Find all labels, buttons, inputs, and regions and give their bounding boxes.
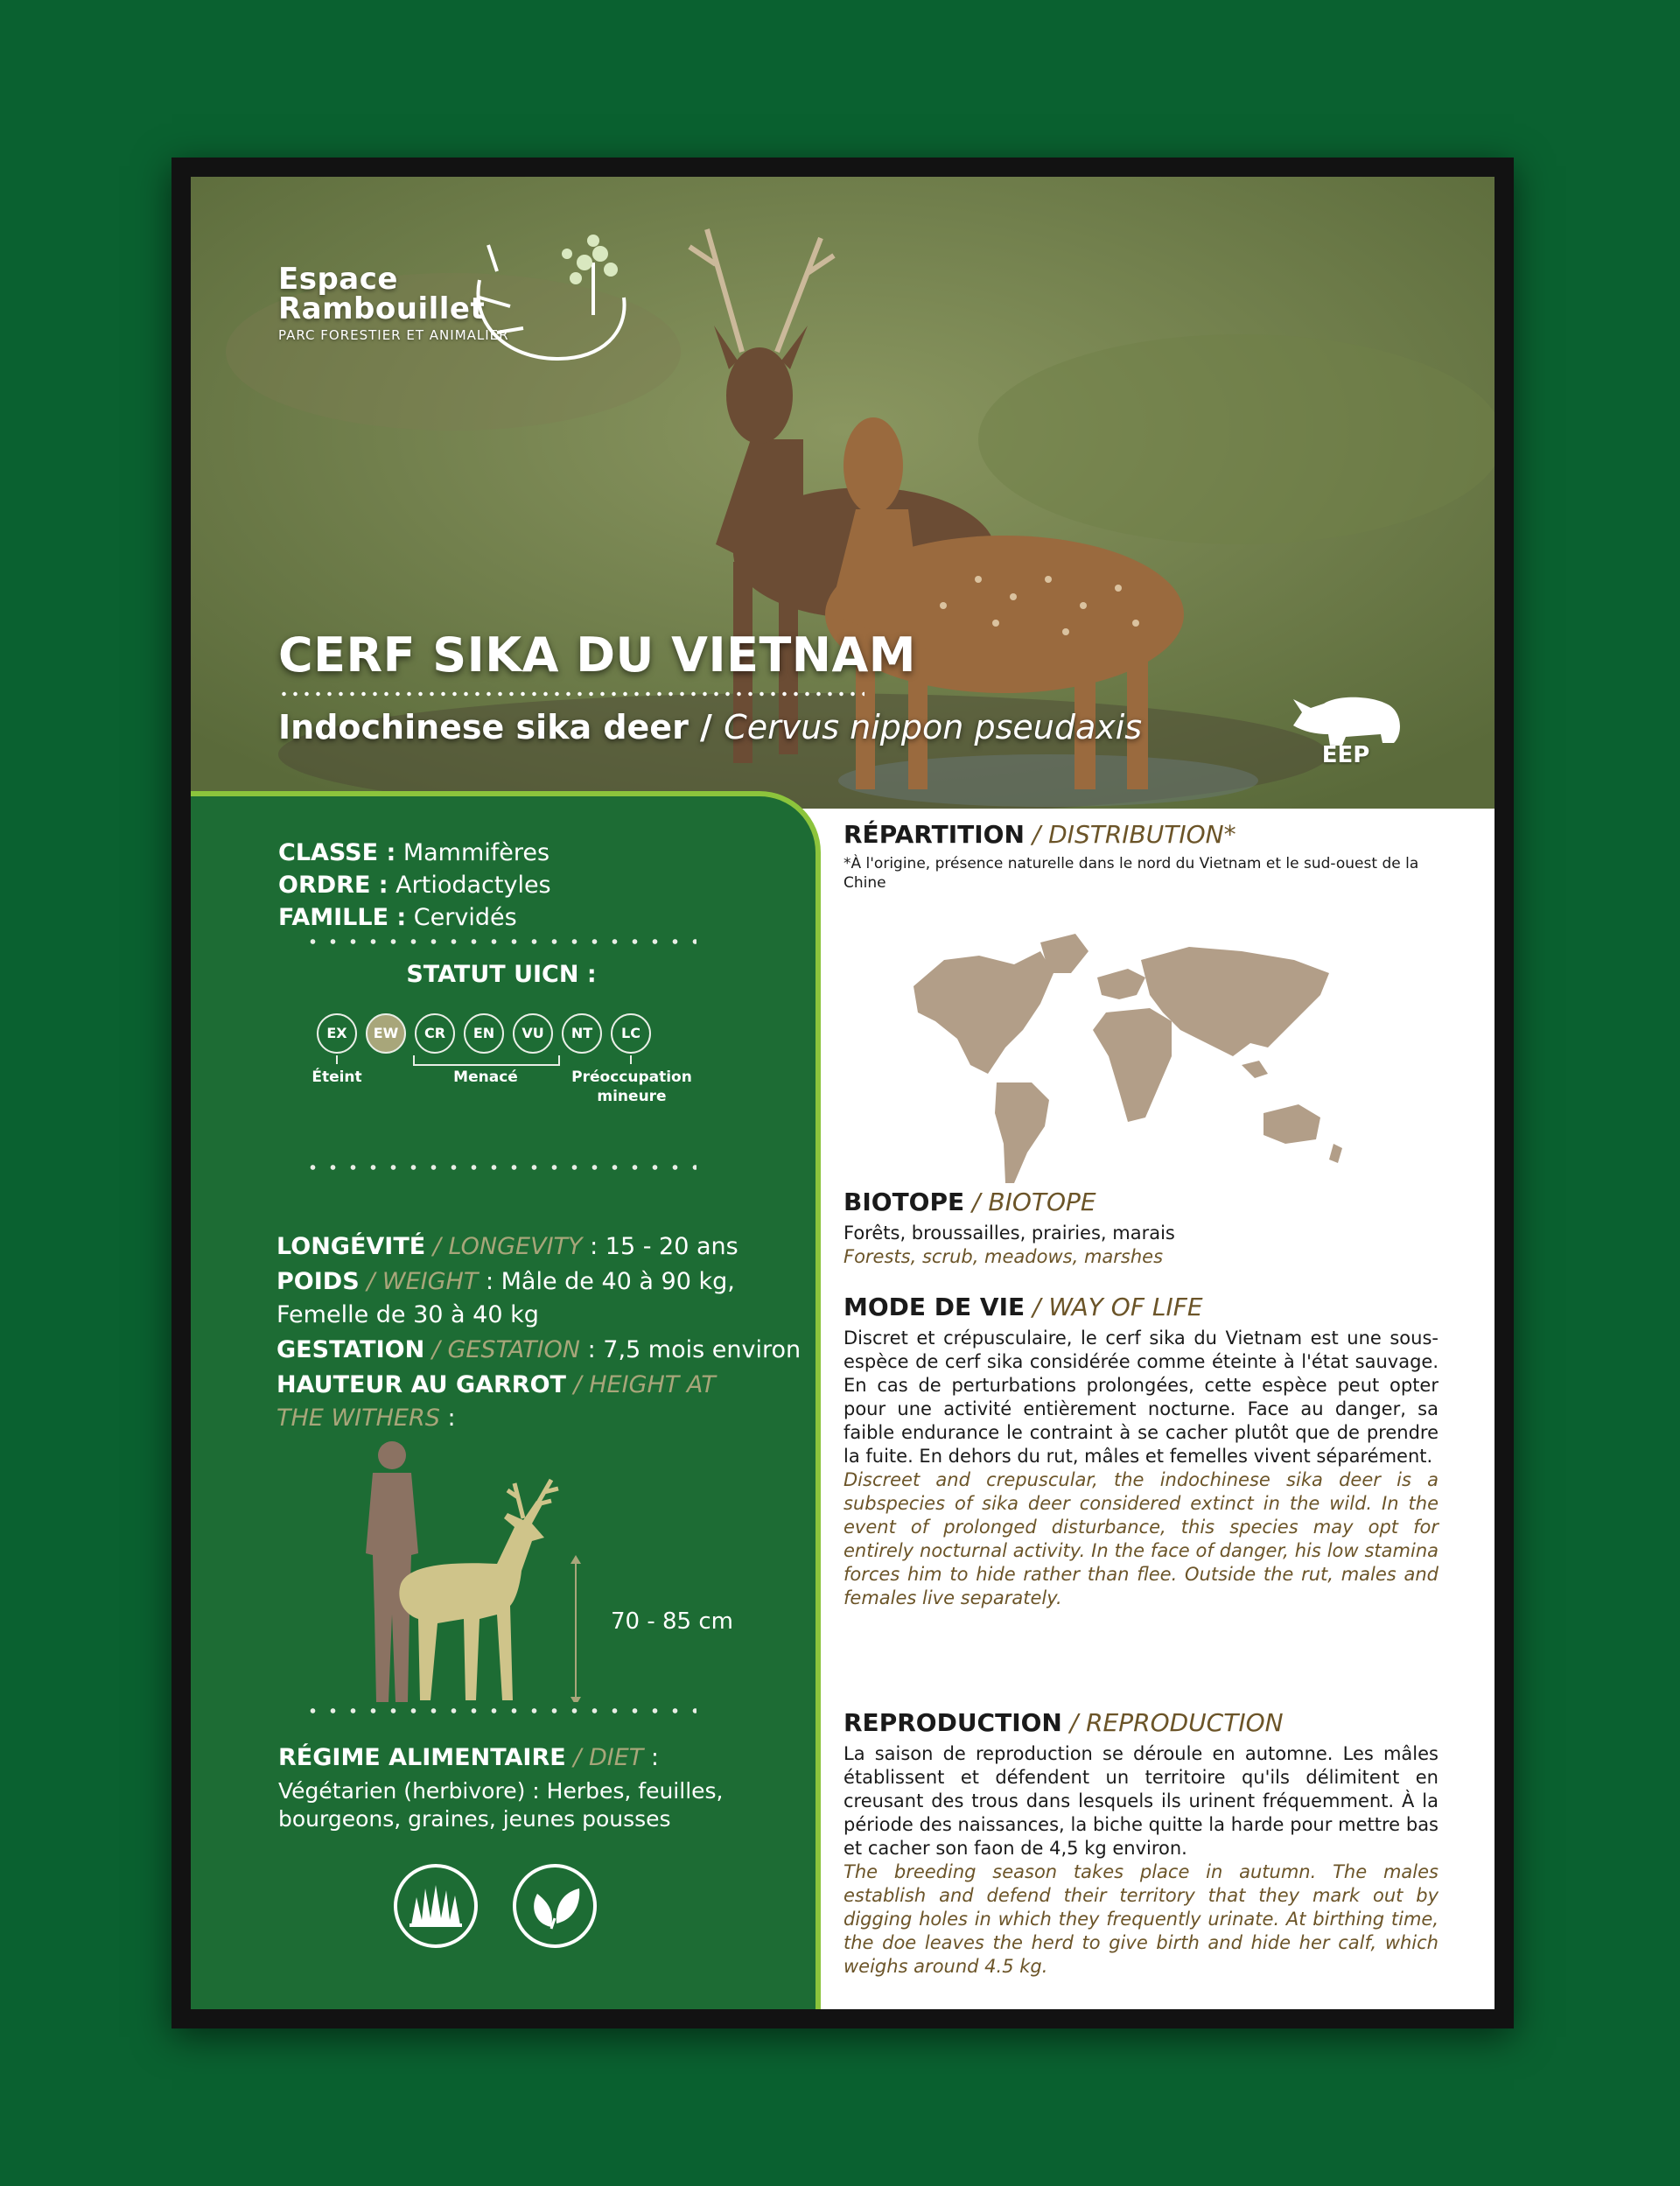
- english-name: Indochinese sika deer /: [278, 708, 724, 746]
- eep-badge: [1284, 686, 1407, 768]
- uicn-nt: NT: [562, 1013, 602, 1054]
- longevite-value: : 15 - 20 ans: [582, 1233, 738, 1260]
- poids-en: / WEIGHT: [359, 1268, 479, 1295]
- repro-fr: La saison de reproduction se déroule en automne. Les mâles établissent et défendent un territoire qu'ils délimitent en creusant des trous dans lesquels ils urinent fréquemment. À la période des naissances, la biche quitte la harde pour mettre bas et cacher son faon de 4,5 kg environ.: [844, 1743, 1438, 1859]
- poster-frame: [172, 158, 1514, 2028]
- label-preoccupation-line2: mineure: [597, 1088, 667, 1105]
- uicn-ex: EX: [317, 1013, 357, 1054]
- label-eteint: Éteint: [312, 1068, 362, 1086]
- tick-preoccupation: [630, 1055, 632, 1064]
- distribution-note: *À l'origine, présence naturelle dans le nord du Vietnam et le sud-ouest de la Chine: [844, 855, 1419, 892]
- mode-label: MODE DE VIE: [844, 1293, 1026, 1321]
- label-preoccupation: [570, 1068, 693, 1106]
- right-panel: [844, 820, 1438, 1977]
- diet-en: / DIET: [565, 1744, 644, 1771]
- mode-en-text: Discreet and crepuscular, the indochinese sika deer is a subspecies of sika deer considered extinct in the wild. In the event of prolonged disturbance, this species may opt for entirely nocturnal activity. In the face of danger, his low stamina forces him to hide rather than flee. Outside the rut, males and females live separately.: [844, 1469, 1438, 1608]
- height-value: 70 - 85 cm: [611, 1608, 733, 1635]
- poids-value-female: Femelle de 30 à 40 kg: [276, 1301, 539, 1328]
- repro-en: / REPRODUCTION: [1061, 1708, 1284, 1737]
- dotted-divider: [303, 1707, 696, 1714]
- famille-value: Cervidés: [406, 904, 517, 931]
- eep-label: EEP: [1321, 742, 1370, 768]
- mode-en: / WAY OF LIFE: [1025, 1293, 1203, 1321]
- longevite-label: LONGÉVITÉ: [276, 1233, 426, 1260]
- biotope-section: [844, 1188, 1438, 1269]
- grass-icon: [394, 1864, 478, 1948]
- reproduction-section: [844, 1708, 1438, 1979]
- distribution-en: / DISTRIBUTION*: [1024, 820, 1236, 849]
- poids-label: POIDS: [276, 1268, 360, 1295]
- classe-value: Mammifères: [396, 839, 550, 866]
- leaves-icon: [513, 1864, 597, 1948]
- ordre-label: ORDRE :: [278, 872, 388, 899]
- hauteur-label: HAUTEUR AU GARROT: [276, 1371, 566, 1398]
- hero-photo: [191, 177, 1494, 809]
- way-of-life-section: [844, 1293, 1438, 1610]
- poids-value: : Mâle de 40 à 90 kg,: [478, 1268, 735, 1295]
- stats: [276, 1230, 802, 1437]
- longevite-en: / LONGEVITY: [425, 1233, 583, 1260]
- espace-rambouillet-logo: [278, 264, 509, 343]
- height-comparison-illustration: [357, 1440, 611, 1702]
- classe-label: CLASSE :: [278, 839, 396, 866]
- biotope-fr: Forêts, broussailles, prairies, marais: [844, 1223, 1175, 1244]
- biotope-en: / BIOTOPE: [964, 1188, 1096, 1216]
- title-dotted-divider: [278, 691, 864, 697]
- logo-line-espace: Espace: [278, 262, 398, 297]
- uicn-vu: VU: [513, 1013, 553, 1054]
- deer-silhouette: [399, 1480, 558, 1700]
- hauteur-en-2: THE WITHERS: [276, 1405, 440, 1432]
- uicn-en: EN: [464, 1013, 504, 1054]
- rhino-icon: [1284, 686, 1407, 747]
- biotope-label: BIOTOPE: [844, 1188, 965, 1216]
- logo-line-rambouillet: Rambouillet: [278, 291, 486, 326]
- gestation-value: : 7,5 mois environ: [580, 1336, 802, 1363]
- species-subtitle: [278, 708, 1142, 746]
- hauteur-en: / HEIGHT AT: [565, 1371, 716, 1398]
- ordre-value: Artiodactyles: [388, 872, 551, 899]
- dotted-divider: [303, 1164, 696, 1171]
- uicn-lc: LC: [611, 1013, 651, 1054]
- diet: [278, 1744, 768, 1833]
- diet-description: Végétarien (herbivore) : Herbes, feuilles, bourgeons, graines, jeunes pousses: [278, 1778, 724, 1832]
- logo-tagline: PARC FORESTIER ET ANIMALIER: [278, 327, 509, 343]
- world-map: [909, 934, 1347, 1188]
- distribution-section: [844, 820, 1438, 893]
- diet-colon: :: [643, 1744, 659, 1771]
- antler-tree-icon: [462, 228, 637, 368]
- hauteur-colon: :: [439, 1405, 456, 1432]
- tick-eteint: [336, 1055, 338, 1064]
- diet-label: RÉGIME ALIMENTAIRE: [278, 1744, 566, 1771]
- left-panel: [191, 791, 821, 2009]
- uicn-title: STATUT UICN :: [406, 961, 597, 988]
- label-menace: Menacé: [453, 1068, 518, 1086]
- famille-label: FAMILLE :: [278, 904, 407, 931]
- repro-label: REPRODUCTION: [844, 1708, 1062, 1737]
- mode-fr: Discret et crépusculaire, le cerf sika du Vietnam est une sous-espèce de cerf sika considérée comme éteinte à l'état sauvage. En cas de perturbations prolongées, cette espèce peut opter pour une activité entièrement nocturne. Face au danger, sa faible endurance le contraint à se cacher plutôt que de prendre la fuite. En dehors du rut, mâles et femelles vivent séparément.: [844, 1328, 1438, 1467]
- human-silhouette: [366, 1441, 418, 1702]
- dotted-divider: [303, 938, 696, 945]
- distribution-label: RÉPARTITION: [844, 820, 1025, 849]
- biotope-en-text: Forests, scrub, meadows, marshes: [844, 1246, 1164, 1267]
- taxonomy: [278, 837, 551, 934]
- species-title: CERF SIKA DU VIETNAM: [278, 627, 917, 683]
- gestation-en: / GESTATION: [424, 1336, 580, 1363]
- uicn-cr: CR: [415, 1013, 455, 1054]
- uicn-ew: EW: [366, 1013, 406, 1054]
- latin-name: Cervus nippon pseudaxis: [724, 708, 1143, 746]
- info-sign: [191, 177, 1494, 2009]
- gestation-label: GESTATION: [276, 1336, 425, 1363]
- repro-en-text: The breeding season takes place in autumn. The males establish and defend their territory that they mark out by digging holes in which they frequently urinate. At birthing time, the doe leaves the herd to give birth and hide her calf, which weighs around 4.5 kg.: [844, 1861, 1438, 1977]
- label-preoccupation-line1: Préoccupation: [571, 1068, 692, 1086]
- menace-bracket: [413, 1055, 560, 1066]
